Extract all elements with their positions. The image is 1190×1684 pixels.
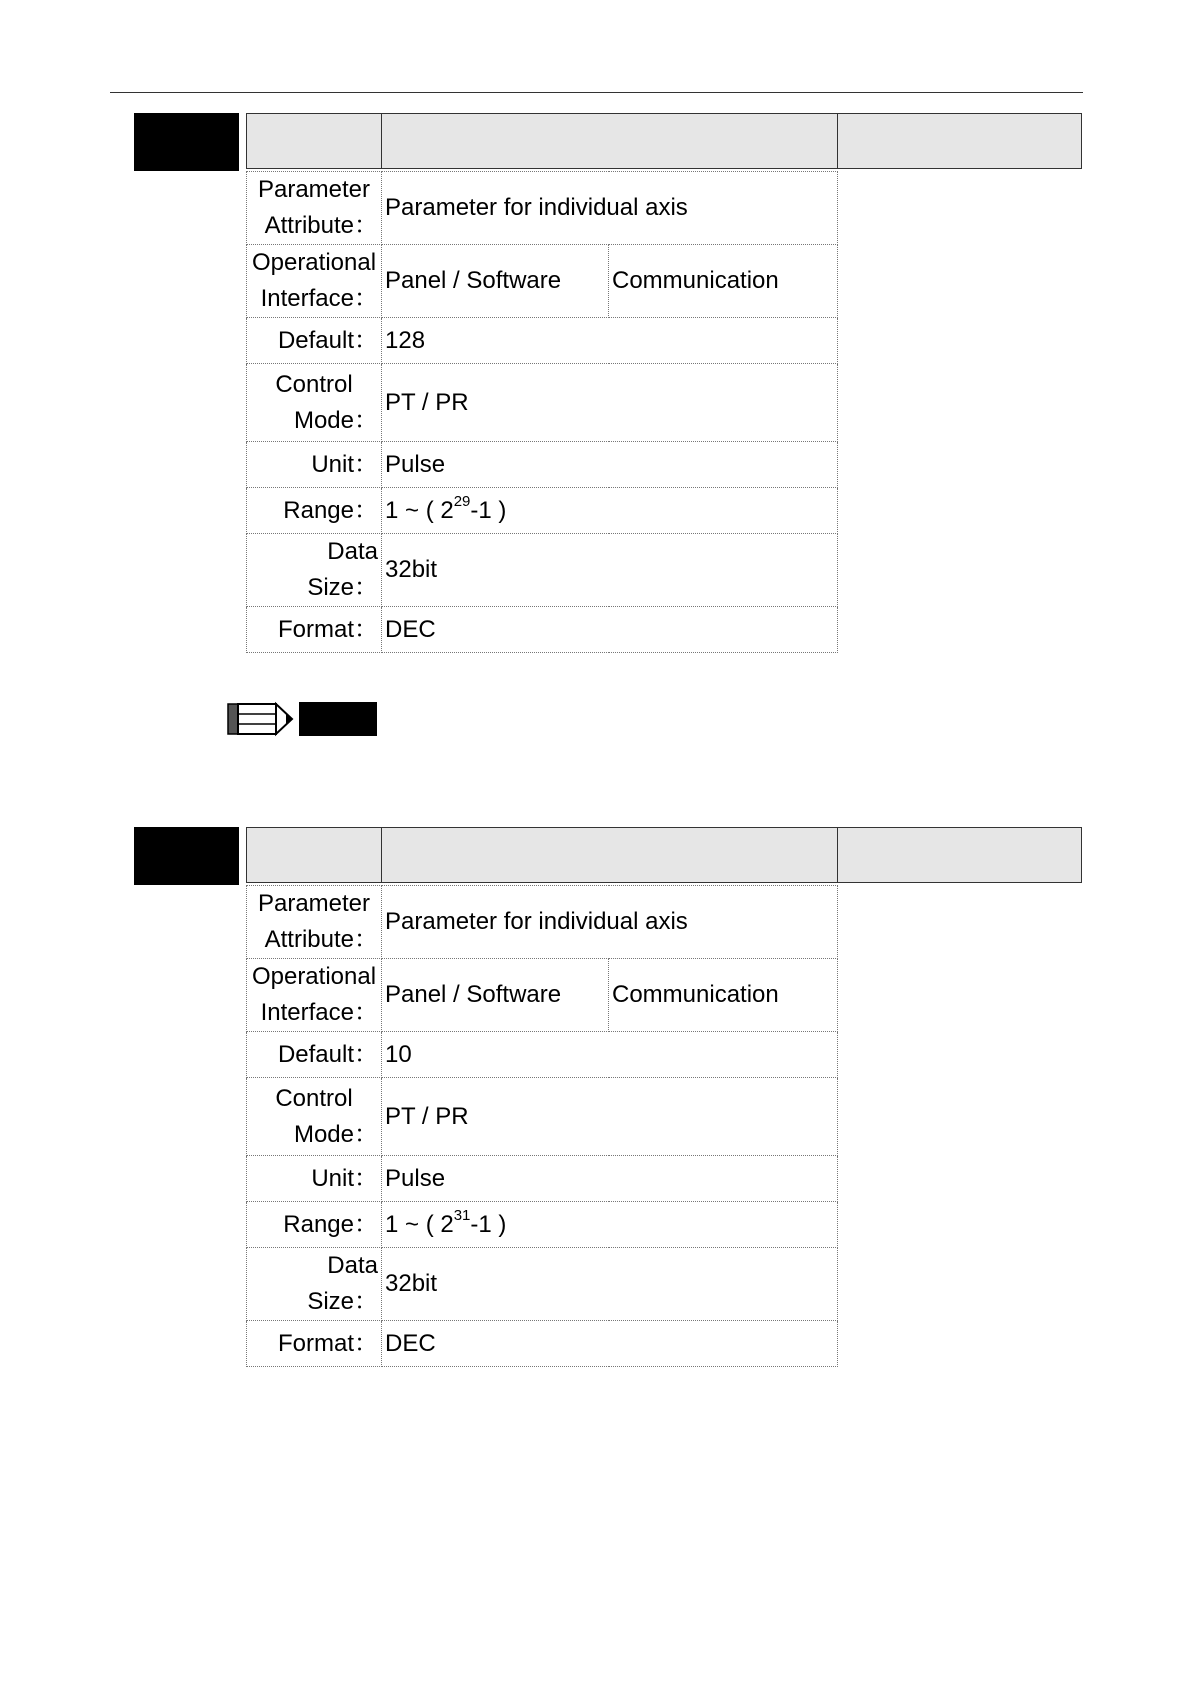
mode-label: Control — [275, 370, 353, 398]
row-data-size — [247, 1248, 838, 1321]
parameter-header — [246, 827, 1082, 883]
range-prefix: 1 ~ ( 2 — [385, 1210, 454, 1238]
row-format — [247, 1321, 838, 1367]
range-value — [382, 488, 838, 534]
interface-value-panel: Panel / Software — [382, 959, 609, 1032]
attribute-label-2: Attribute： — [264, 926, 378, 953]
interface-value-panel: Panel / Software — [382, 245, 609, 318]
attribute-label: Parameter — [257, 890, 371, 917]
pencil-note-icon — [226, 700, 378, 738]
mode-value: PT / PR — [382, 364, 838, 442]
interface-label-2: Interface： — [260, 999, 378, 1026]
interface-label-2: Interface： — [260, 285, 378, 312]
row-unit — [247, 442, 838, 488]
attribute-label-2: Attribute： — [264, 212, 378, 239]
row-range — [247, 1202, 838, 1248]
row-data-size — [247, 534, 838, 607]
format-label: Format： — [247, 1321, 382, 1367]
row-interface — [247, 959, 838, 1032]
mode-label-2: Mode： — [293, 406, 378, 434]
attribute-value: Parameter for individual axis — [382, 886, 838, 959]
header-cell-address — [838, 114, 1081, 168]
default-value: 128 — [382, 318, 838, 364]
header-cell-address — [838, 828, 1081, 882]
row-unit — [247, 1156, 838, 1202]
mode-label-2: Mode： — [293, 1120, 378, 1148]
range-suffix: -1 ) — [470, 1210, 507, 1238]
default-label: Default： — [247, 1032, 382, 1078]
format-value: DEC — [382, 1321, 838, 1367]
row-range — [247, 488, 838, 534]
interface-value-communication: Communication — [609, 245, 838, 318]
interface-label: Operational — [251, 963, 377, 990]
range-prefix: 1 ~ ( 2 — [385, 496, 454, 524]
row-interface — [247, 245, 838, 318]
format-value: DEC — [382, 607, 838, 653]
default-value: 10 — [382, 1032, 838, 1078]
mode-value: PT / PR — [382, 1078, 838, 1156]
row-attribute — [247, 886, 838, 959]
interface-value-communication: Communication — [609, 959, 838, 1032]
unit-value: Pulse — [382, 1156, 838, 1202]
size-value: 32bit — [382, 1248, 838, 1321]
range-value — [382, 1202, 838, 1248]
row-format — [247, 607, 838, 653]
row-attribute — [247, 172, 838, 245]
unit-value: Pulse — [382, 442, 838, 488]
header-cell-code — [247, 828, 382, 882]
size-label: Data Size： — [247, 1248, 382, 1321]
range-exponent: 29 — [453, 492, 471, 510]
attribute-value: Parameter for individual axis — [382, 172, 838, 245]
range-label: Range： — [247, 1202, 382, 1248]
range-label: Range： — [247, 488, 382, 534]
default-label: Default： — [247, 318, 382, 364]
mode-label: Control — [275, 1084, 353, 1112]
format-label: Format： — [247, 607, 382, 653]
interface-label: Operational — [251, 249, 377, 276]
size-label: Data Size： — [247, 534, 382, 607]
parameter-header — [246, 113, 1082, 169]
row-default — [247, 1032, 838, 1078]
header-cell-name — [382, 828, 838, 882]
row-default — [247, 318, 838, 364]
size-value: 32bit — [382, 534, 838, 607]
range-exponent: 31 — [453, 1206, 471, 1224]
attribute-label: Parameter — [257, 176, 371, 203]
parameter-table — [246, 885, 838, 1367]
parameter-code-tab — [134, 827, 239, 885]
row-control-mode — [247, 364, 838, 442]
page-header-rule — [110, 92, 1083, 93]
unit-label: Unit： — [247, 442, 382, 488]
unit-label: Unit： — [247, 1156, 382, 1202]
header-cell-name — [382, 114, 838, 168]
header-cell-code — [247, 114, 382, 168]
range-suffix: -1 ) — [470, 496, 507, 524]
row-control-mode — [247, 1078, 838, 1156]
parameter-code-tab — [134, 113, 239, 171]
parameter-table — [246, 171, 838, 653]
